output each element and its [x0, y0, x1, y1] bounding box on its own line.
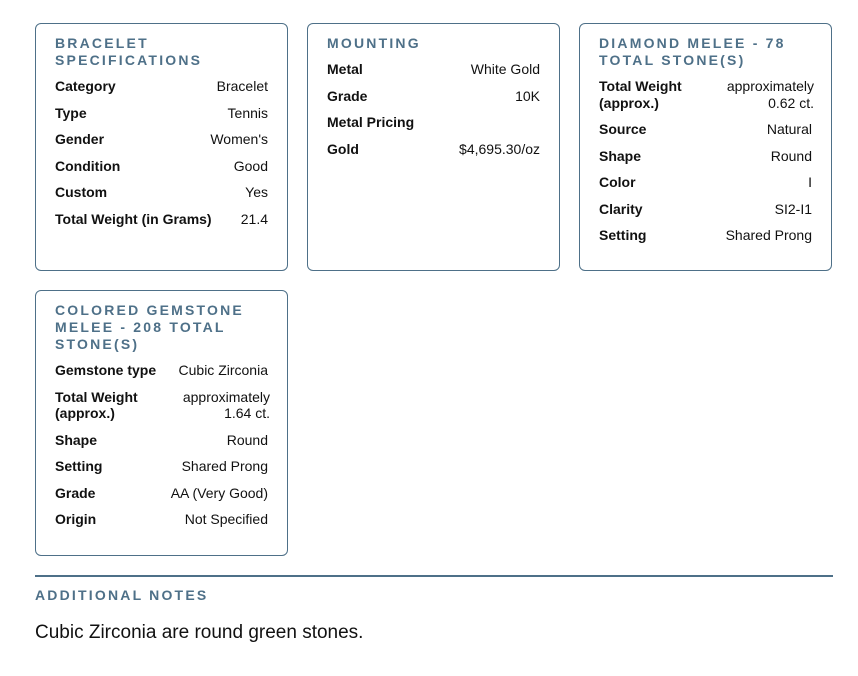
- spec-row: [327, 88, 540, 105]
- diamond-melee-card: [579, 23, 832, 271]
- spec-value: approximately 0.62 ct.: [726, 78, 814, 111]
- spec-row: [599, 148, 812, 165]
- spec-label: Shape: [599, 147, 642, 164]
- spec-value: approximately 1.64 ct.: [182, 388, 270, 421]
- spec-label: Grade: [55, 484, 96, 501]
- spec-row: [55, 184, 268, 201]
- card-title: DIAMOND MELEE - 78 TOTAL STONE(S): [599, 35, 786, 68]
- spec-row: [55, 432, 268, 449]
- spec-value: SI2-I1: [774, 200, 812, 217]
- spec-value: Women's: [210, 131, 268, 147]
- spec-label: Metal Pricing: [327, 114, 415, 130]
- spec-label: Total Weight (in Grams): [55, 210, 212, 227]
- spec-row: [55, 158, 268, 175]
- spec-row: [599, 121, 812, 138]
- spec-label: Clarity: [599, 200, 643, 217]
- spec-value: Natural: [766, 121, 812, 137]
- spec-label: Metal: [327, 61, 363, 77]
- spec-value: I: [808, 174, 812, 190]
- spec-value: 10K: [515, 87, 540, 104]
- spec-label: Custom: [55, 184, 108, 200]
- spec-label: Type: [55, 104, 87, 121]
- spec-label: Shape: [55, 431, 98, 448]
- spec-row: [55, 78, 268, 95]
- spec-value: Not Specified: [184, 511, 268, 527]
- spec-row: [55, 458, 268, 475]
- mounting-card: [307, 23, 560, 271]
- spec-row: [599, 201, 812, 218]
- spec-label: Grade: [327, 87, 368, 104]
- spec-value: $4,695.30/oz: [459, 140, 540, 157]
- spec-value: Shared Prong: [725, 227, 812, 243]
- spec-label: Category: [55, 78, 116, 94]
- spec-row: [599, 78, 812, 111]
- spec-value: AA (Very Good): [170, 484, 268, 501]
- spec-value: Round: [770, 147, 812, 164]
- spec-value: Yes: [245, 184, 268, 200]
- spec-value: Bracelet: [216, 78, 268, 94]
- spec-row: [55, 511, 268, 528]
- spec-label: Gold: [327, 140, 359, 157]
- card-title: MOUNTING: [327, 35, 421, 51]
- spec-row: [327, 141, 540, 158]
- spec-row: [55, 389, 268, 422]
- spec-row: [55, 211, 268, 228]
- spec-label: Gender: [55, 131, 105, 147]
- spec-value: Tennis: [227, 104, 268, 121]
- spec-row: [55, 105, 268, 122]
- spec-value: 21.4: [240, 210, 268, 227]
- spec-value: Round: [226, 431, 268, 448]
- spec-row: [327, 114, 540, 131]
- bracelet-specifications-card: [35, 23, 288, 271]
- spec-label: Total Weight (approx.): [55, 388, 138, 421]
- additional-notes-text: Cubic Zirconia are round green stones.: [35, 622, 364, 643]
- spec-row: [55, 485, 268, 502]
- spec-value: White Gold: [470, 61, 540, 77]
- spec-label: Total Weight (approx.): [599, 78, 682, 111]
- spec-row: [55, 362, 268, 379]
- spec-label: Color: [599, 174, 636, 190]
- spec-row: [599, 227, 812, 244]
- section-divider: [35, 575, 833, 577]
- spec-label: Gemstone type: [55, 362, 157, 378]
- spec-label: Setting: [599, 227, 647, 243]
- additional-notes-title: ADDITIONAL NOTES: [35, 587, 209, 603]
- spec-row: [599, 174, 812, 191]
- spec-label: Condition: [55, 157, 121, 174]
- spec-row: [55, 131, 268, 148]
- card-title: COLORED GEMSTONE MELEE - 208 TOTAL STONE(S): [55, 302, 244, 352]
- colored-gemstone-melee-card: [35, 290, 288, 556]
- spec-value: Good: [233, 157, 268, 174]
- spec-value: Cubic Zirconia: [178, 362, 268, 378]
- spec-value: Shared Prong: [181, 458, 268, 474]
- spec-label: Source: [599, 121, 647, 137]
- card-title: BRACELET SPECIFICATIONS: [55, 35, 203, 68]
- spec-label: Setting: [55, 458, 103, 474]
- spec-label: Origin: [55, 511, 97, 527]
- spec-row: [327, 61, 540, 78]
